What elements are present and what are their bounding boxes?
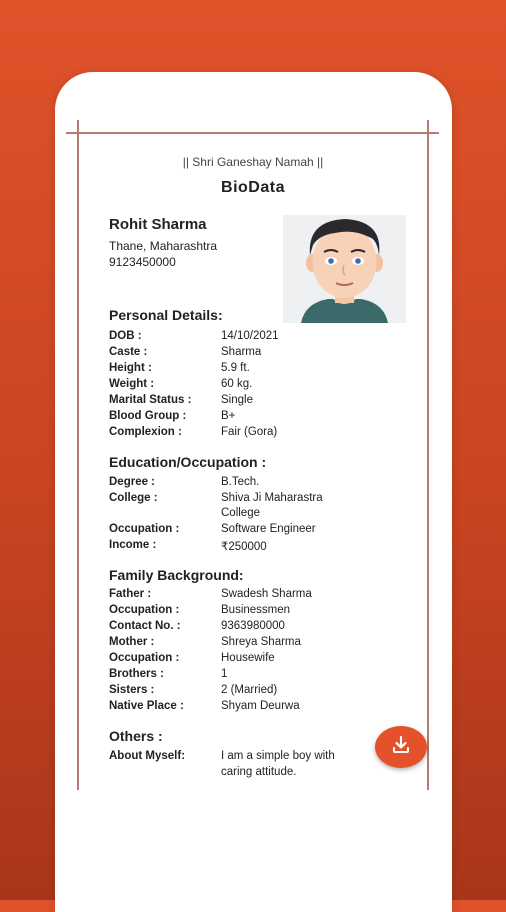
profile-phone: 9123450000 — [109, 255, 176, 269]
occupation-value: Software Engineer — [221, 523, 316, 535]
blood-group-value: B+ — [221, 410, 236, 422]
download-button[interactable] — [375, 726, 427, 768]
college-value: Shiva Ji Maharastra — [221, 492, 323, 504]
contact-value: 9363980000 — [221, 620, 285, 632]
about-myself-label: About Myself: — [109, 750, 186, 762]
caste-label: Caste : — [109, 346, 148, 358]
mother-value: Shreya Sharma — [221, 636, 301, 648]
father-occupation-value: Businessmen — [221, 604, 291, 616]
mother-occupation-label: Occupation : — [109, 652, 180, 664]
download-icon — [390, 734, 412, 761]
native-place-label: Native Place : — [109, 700, 184, 712]
weight-label: Weight : — [109, 378, 155, 390]
complexion-label: Complexion : — [109, 426, 182, 438]
personal-details-heading: Personal Details: — [109, 307, 223, 323]
marital-status-value: Single — [221, 394, 253, 406]
mother-occupation-value: Housewife — [221, 652, 275, 664]
dob-label: DOB : — [109, 330, 142, 342]
blood-group-label: Blood Group : — [109, 410, 187, 422]
frame-border-top — [66, 132, 439, 134]
income-value: ₹250000 — [221, 541, 267, 553]
education-heading: Education/Occupation : — [109, 454, 267, 470]
degree-label: Degree : — [109, 476, 156, 488]
profile-name: Rohit Sharma — [109, 216, 207, 233]
college-label: College : — [109, 492, 158, 504]
invocation-text: || Shri Ganeshay Namah || — [182, 155, 324, 169]
height-label: Height : — [109, 362, 152, 374]
native-place-value: Shyam Deurwa — [221, 700, 300, 712]
income-label: Income : — [109, 539, 157, 551]
degree-value: B.Tech. — [221, 476, 260, 488]
weight-value: 60 kg. — [221, 378, 253, 390]
sisters-label: Sisters : — [109, 684, 155, 696]
contact-label: Contact No. : — [109, 620, 181, 632]
sisters-value: 2 (Married) — [221, 684, 278, 696]
avatar-boy-icon — [283, 215, 406, 323]
father-occupation-label: Occupation : — [109, 604, 180, 616]
brothers-value: 1 — [221, 668, 228, 680]
frame-border-right — [427, 120, 429, 790]
others-heading: Others : — [109, 728, 163, 744]
marital-status-label: Marital Status : — [109, 394, 192, 406]
occupation-label: Occupation : — [109, 523, 180, 535]
family-background-heading: Family Background: — [109, 567, 244, 583]
complexion-value: Fair (Gora) — [221, 426, 278, 438]
dob-value: 14/10/2021 — [221, 330, 279, 342]
frame-border-left — [77, 120, 79, 790]
about-myself-value: I am a simple boy with — [221, 750, 335, 762]
college-value-line2: College — [221, 507, 260, 519]
page-title: BioData — [221, 179, 285, 196]
father-value: Swadesh Sharma — [221, 588, 312, 600]
father-label: Father : — [109, 588, 152, 600]
brothers-label: Brothers : — [109, 668, 164, 680]
profile-location: Thane, Maharashtra — [109, 239, 218, 253]
height-value: 5.9 ft. — [221, 362, 250, 374]
about-myself-value-line2: caring attitude. — [221, 766, 297, 778]
caste-value: Sharma — [221, 346, 262, 358]
mother-label: Mother : — [109, 636, 155, 648]
